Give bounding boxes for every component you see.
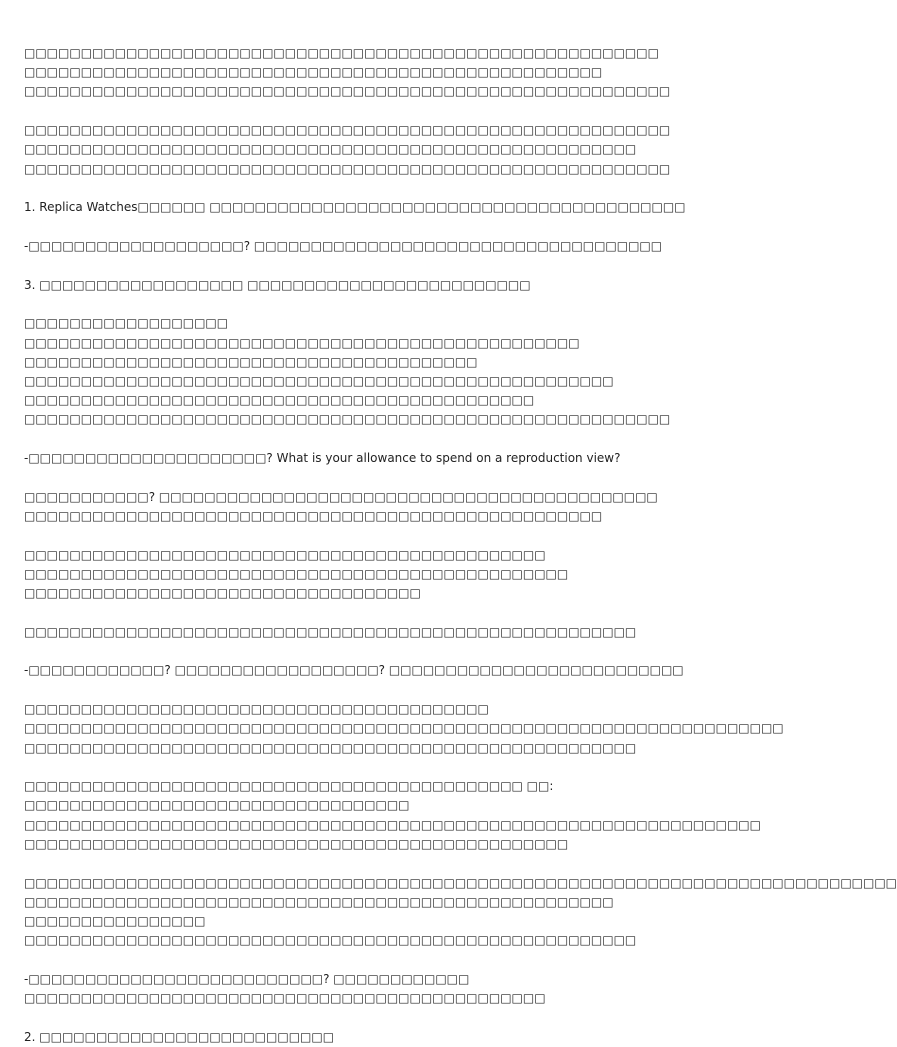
paragraph-body-7: □□□□□□□□□□□□□□□□□□□□□□□□□□□□□□□□□□□□□□□□□□□□□□□□□□□□□□□□□□□□□□□□□□□□□□□□□□□□□ □□□□□□□□□□□□□□□□□□□□□□□□□□□□□□□□□□□□□□□□□□□□□□□□□□□□ □□□□□□□□□□□□□□□□ □□□□□□□□□□□□□□□□□□□□□□□□□□□□□□□□□□□□□□□□□□□□□□□□□□□□□□ bbox=[24, 875, 897, 948]
question-line-1: -□□□□□□□□□□□□□□□□□□□? □□□□□□□□□□□□□□□□□□□□□□□□□□□□□□□□□□□□ bbox=[24, 238, 663, 253]
paragraph-body-2: □□□□□□□□□□□? □□□□□□□□□□□□□□□□□□□□□□□□□□□□□□□□□□□□□□□□□□□□ □□□□□□□□□□□□□□□□□□□□□□□□□□□□□□□□□□□□□□□□□□□□□□□□□□□ bbox=[24, 489, 658, 523]
heading-section-3: 3. □□□□□□□□□□□□□□□□□□ □□□□□□□□□□□□□□□□□□□□□□□□□ bbox=[24, 277, 531, 292]
heading-section-2: 2. □□□□□□□□□□□□□□□□□□□□□□□□□□ bbox=[24, 1029, 335, 1044]
paragraph-body-5: □□□□□□□□□□□□□□□□□□□□□□□□□□□□□□□□□□□□□□□□□ □□□□□□□□□□□□□□□□□□□□□□□□□□□□□□□□□□□□□□□□□□□□□□□□□□□□□□□□□□□□□□□□□□□ □□□□□□□□□□□□□□□□□□□□□□□□□□□□□□□□□□□□□□□□□□□□□□□□□□□□□□ bbox=[24, 702, 784, 755]
paragraph-intro-1: □□□□□□□□□□□□□□□□□□□□□□□□□□□□□□□□□□□□□□□□□□□□□□□□□□□□□□□□ □□□□□□□□□□□□□□□□□□□□□□□□□□□□□□□□□□□□□□□□□□□□□□□□□□□ □□□□□□□□□□□□□□□□□□□□□□□□□□□□□□□□□□□□□□□□□□□□□□□□□□□□□□□□□ bbox=[24, 46, 671, 99]
paragraph-intro-2: □□□□□□□□□□□□□□□□□□□□□□□□□□□□□□□□□□□□□□□□□□□□□□□□□□□□□□□□□ □□□□□□□□□□□□□□□□□□□□□□□□□□□□□□□□□□□□□□□□□□□□□□□□□□□□□□ □□□□□□□□□□□□□□□□□□□□□□□□□□□□□□□□□□□□□□□□□□□□□□□□□□□□□□□□□ bbox=[24, 123, 671, 176]
question-line-2: -□□□□□□□□□□□□□□□□□□□□□? What is your allowance to spend on a reproduction view? bbox=[24, 451, 621, 466]
question-line-3: -□□□□□□□□□□□□? □□□□□□□□□□□□□□□□□□? □□□□□□□□□□□□□□□□□□□□□□□□□□ bbox=[24, 663, 684, 678]
paragraph-body-1: □□□□□□□□□□□□□□□□□□ □□□□□□□□□□□□□□□□□□□□□□□□□□□□□□□□□□□□□□□□□□□□□□□□□ □□□□□□□□□□□□□□□□□□□□□□□□□□□□□□□□□□□□□□□□ □□□□□□□□□□□□□□□□□□□□□□□□□□□□□□□□□□□□□□□□□□□□□□□□□□□□ □□□□□□□□□□□□□□□□□□□□□□□□□□□□□□□□□□□□□□□□□□□□□ □□□□□□□□□□□□□□□□□□□□□□□□□□□□□□□□□□□□□□□□□□□□□□□□□□□□□□□□□ bbox=[24, 316, 671, 427]
heading-section-1: 1. Replica Watches□□□□□□ □□□□□□□□□□□□□□□□□□□□□□□□□□□□□□□□□□□□□□□□□□ bbox=[24, 200, 686, 215]
paragraph-body-3: □□□□□□□□□□□□□□□□□□□□□□□□□□□□□□□□□□□□□□□□□□□□□□ □□□□□□□□□□□□□□□□□□□□□□□□□□□□□□□□□□□□□□□□□□□□□□□□ □□□□□□□□□□□□□□□□□□□□□□□□□□□□□□□□□□□ bbox=[24, 547, 569, 601]
question-line-4: -□□□□□□□□□□□□□□□□□□□□□□□□□□? □□□□□□□□□□□□ □□□□□□□□□□□□□□□□□□□□□□□□□□□□□□□□□□□□□□□□□□□□□□ bbox=[24, 971, 546, 1006]
paragraph-body-6: □□□□□□□□□□□□□□□□□□□□□□□□□□□□□□□□□□□□□□□□□□□□ □□: □□□□□□□□□□□□□□□□□□□□□□□□□□□□□□□□□□ □□□□□□□□□□□□□□□□□□□□□□□□□□□□□□□□□□□□□□□□□□□□□□□□□□□□□□□□□□□□□□□□□ □□□□□□□□□□□□□□□□□□□□□□□□□□□□□□□□□□□□□□□□□□□□□□□□ bbox=[24, 779, 761, 851]
paragraph-body-4: □□□□□□□□□□□□□□□□□□□□□□□□□□□□□□□□□□□□□□□□□□□□□□□□□□□□□□ bbox=[24, 624, 637, 639]
